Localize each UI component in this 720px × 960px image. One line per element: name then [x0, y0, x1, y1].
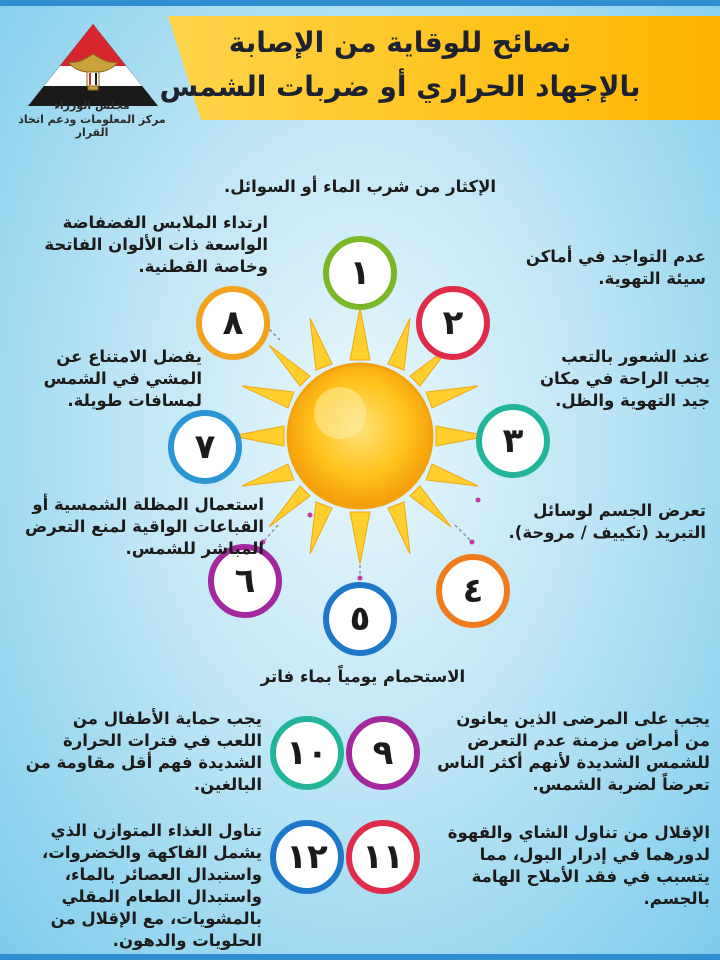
title-line-2: بالإجهاد الحراري أو ضربات الشمس [159, 70, 641, 103]
tip-number-6-label: ٦ [234, 561, 256, 601]
tip-number-9-label: ٩ [372, 733, 394, 773]
tip-number-12-label: ١٢ [286, 837, 328, 877]
tip-number-3 [476, 404, 550, 478]
tip-text-7: يفضل الامتناع عن المشي في الشمس لمسافات طويلة. [43, 347, 202, 410]
tip-text-10: يجب حماية الأطفال من اللعب في فترات الحرارة الشديدة فهم أقل مقاومة من البالغين. [25, 709, 262, 794]
tip-text-11: الإقلال من تناول الشاي والقهوة لدورهما في إدرار البول، مما يتسبب في فقد الأملاح الهامة بالجسم. [447, 823, 710, 908]
tip-number-11-label: ١١ [362, 837, 404, 877]
tip-number-12 [270, 820, 344, 894]
tip-number-7-label: ٧ [194, 427, 216, 467]
tip-text-8: ارتداء الملابس الفضفاضة الواسعة ذات الألوان الفاتحة وخاصة القطنية. [44, 213, 268, 276]
tip-number-1-label: ١ [349, 253, 371, 293]
logo-text-cabinet: مجلس الوزراء [54, 99, 130, 112]
title-line-1: نصائح للوقاية من الإصابة [228, 26, 572, 59]
tip-number-2-label: ٢ [442, 303, 464, 343]
tip-number-5-label: ٥ [349, 599, 371, 639]
tip-number-2 [416, 286, 490, 360]
tip-number-3-label: ٣ [502, 421, 524, 461]
tip-text-12: تناول الغذاء المتوازن الذي يشمل الفاكهة والخضروات، واستبدال العصائر بالماء، واستبدال الطعام المقلي بالمشويات، مع الإقلال من الحلويات والدهون. [42, 821, 262, 950]
tip-number-10-label: ١٠ [286, 733, 328, 773]
tip-number-8-label: ٨ [222, 303, 244, 343]
tip-number-10 [270, 716, 344, 790]
tip-text-6: استعمال المظلة الشمسية أو القباعات الواقية لمنع التعرض المباشر للشمس. [25, 495, 264, 558]
tip-number-4 [436, 554, 510, 628]
tip-text-9: يجب على المرضى الذين يعانون من أمراض مزمنة عدم التعرض للشمس الشديدة لأنهم أكثر الناس تعرضاً لضربة الشمس. [437, 709, 710, 794]
tip-number-5 [323, 582, 397, 656]
tip-number-11 [346, 820, 420, 894]
tip-number-4-label: ٤ [462, 571, 484, 611]
tip-text-3: عند الشعور بالتعب يجب الراحة في مكان جيد التهوية والظل. [539, 347, 710, 410]
tip-number-7 [168, 410, 242, 484]
tip-number-8 [196, 286, 270, 360]
tip-text-5: الاستحمام يومياً بماء فاتر [260, 667, 466, 686]
logo-text-idsc: مركز المعلومات ودعم اتخاذ القرار [18, 113, 166, 139]
tip-text-4: تعرض الجسم لوسائل التبريد (تكييف / مروحة). [508, 501, 706, 542]
tip-number-9 [346, 716, 420, 790]
tip-text-2: عدم التواجد في أماكن سيئة التهوية. [525, 247, 706, 288]
tip-text-1: الإكثار من شرب الماء أو السوائل. [223, 177, 497, 196]
tip-number-1 [323, 236, 397, 310]
